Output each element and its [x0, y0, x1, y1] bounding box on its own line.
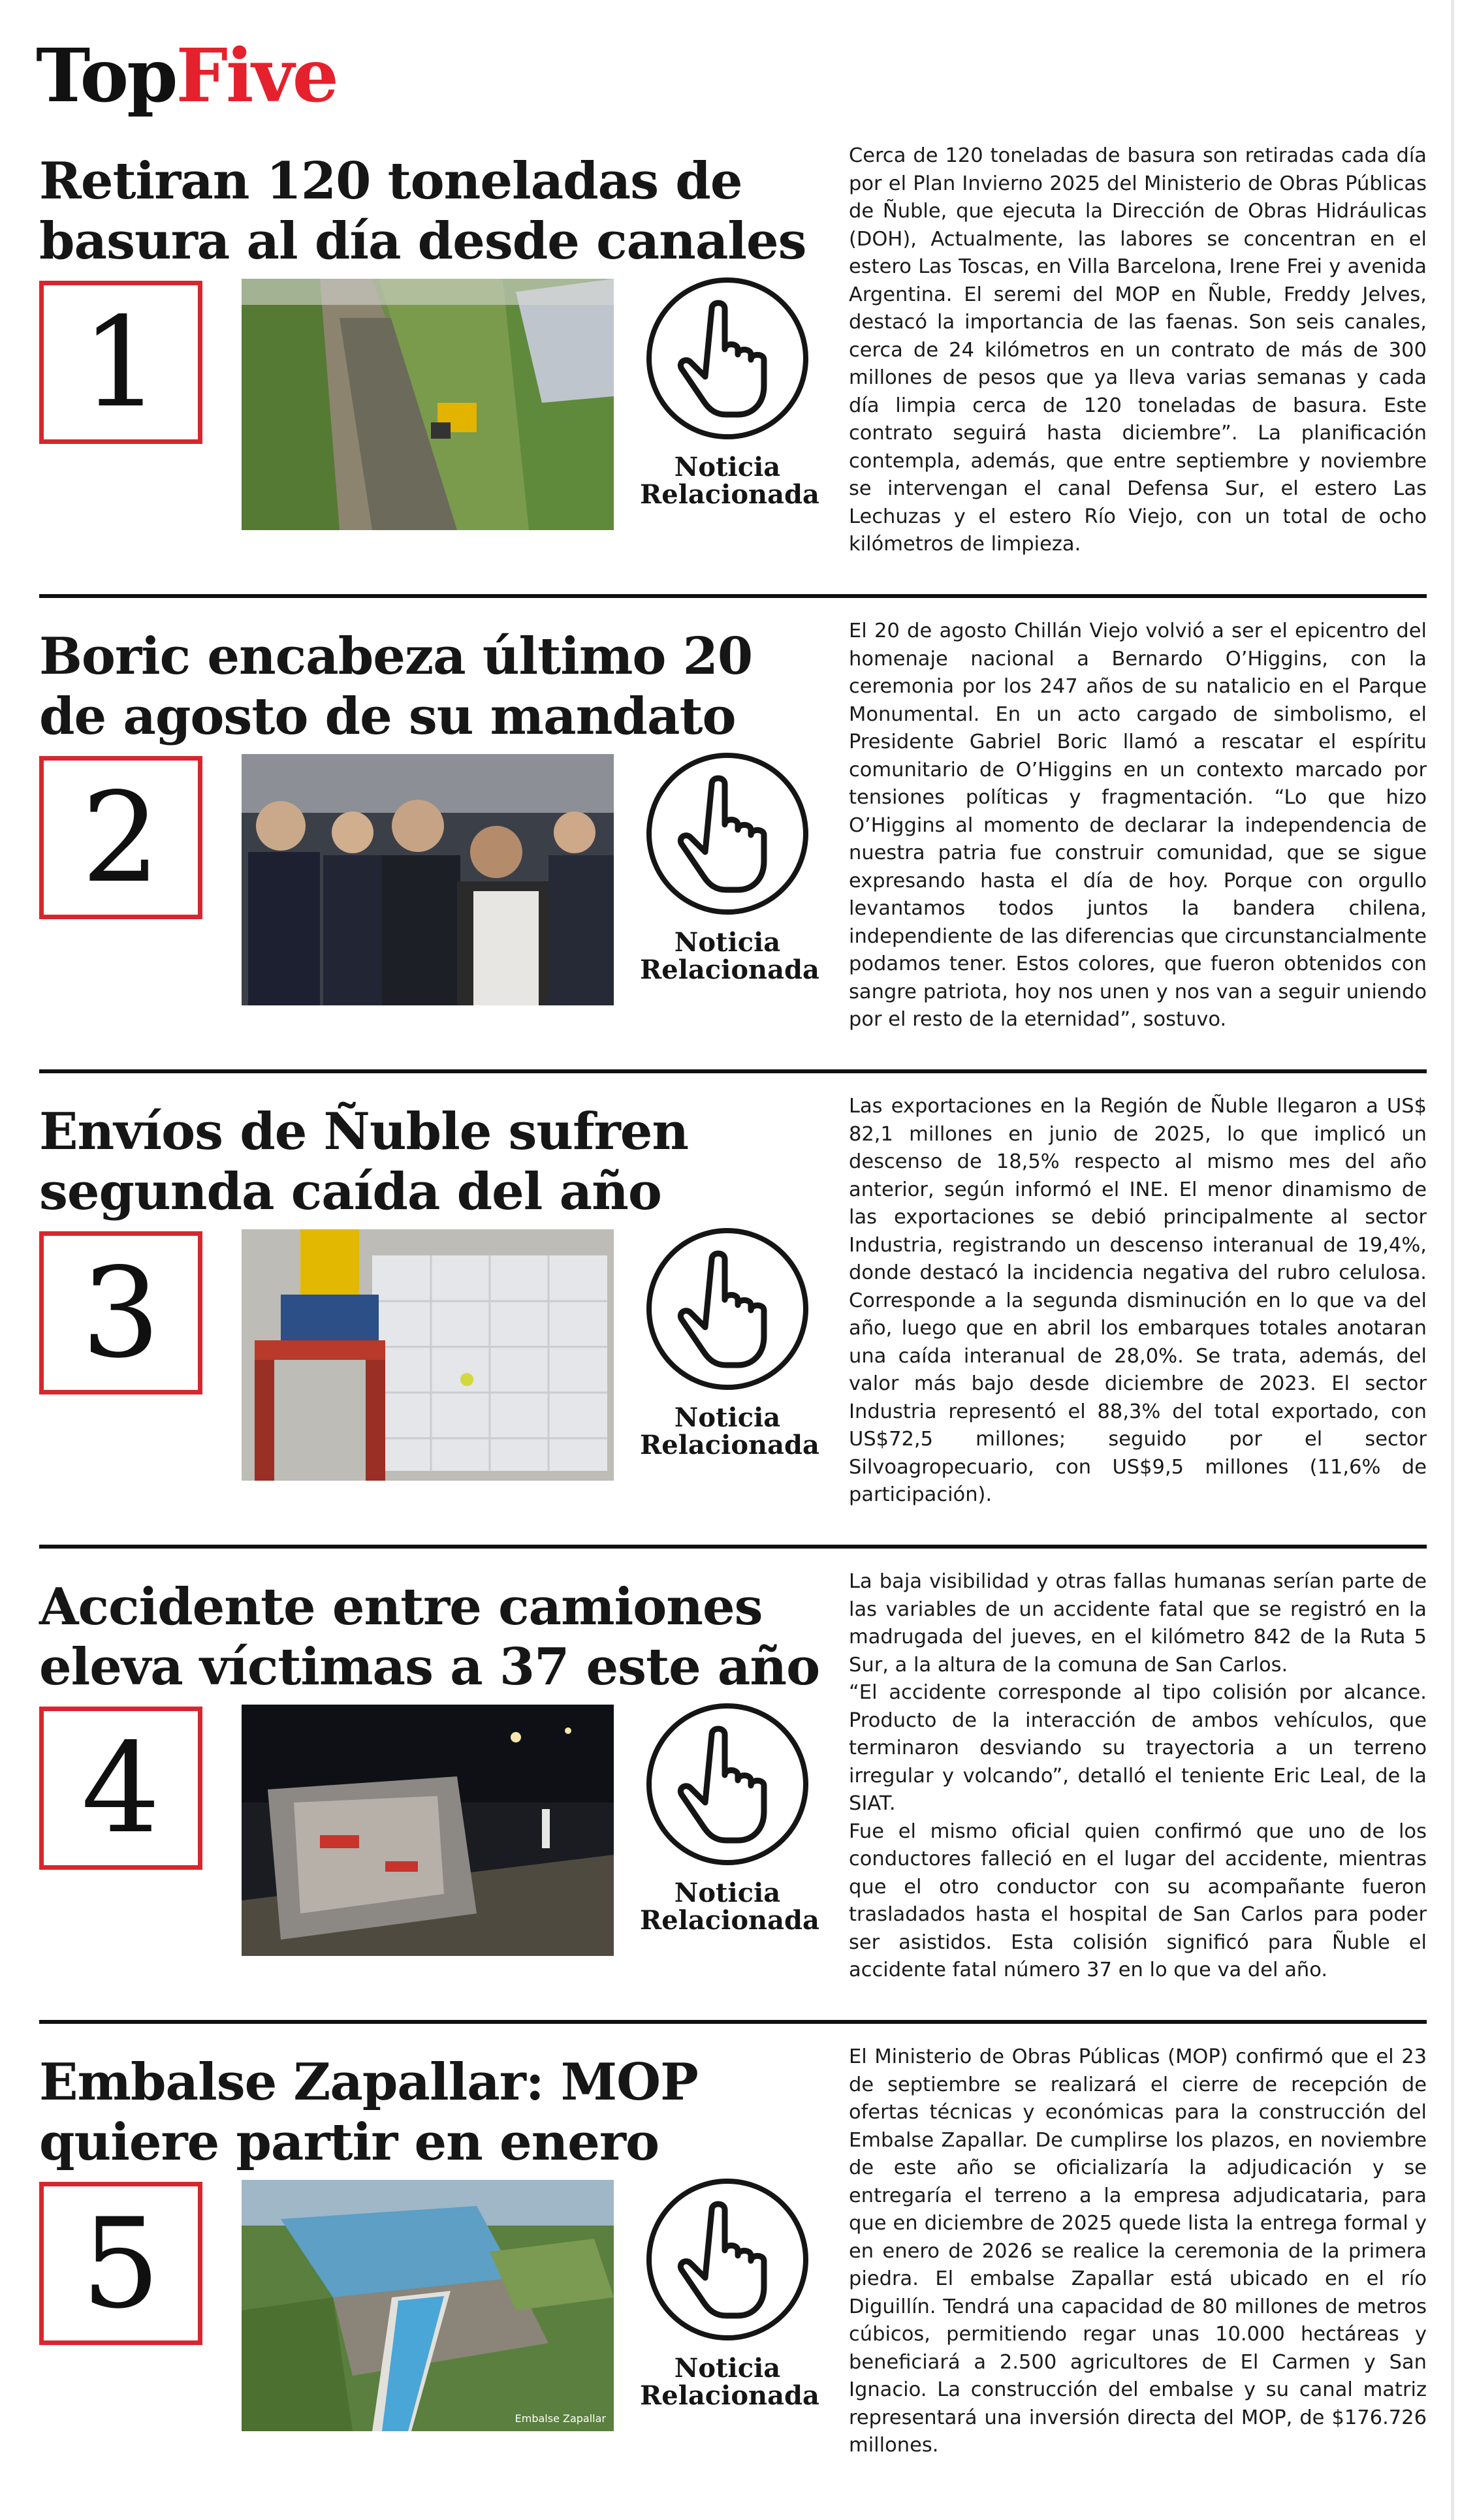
canal-excavator-photo[interactable]: [242, 279, 614, 530]
related-news-ring: [646, 1228, 808, 1390]
related-news-button[interactable]: [640, 2179, 819, 2453]
related-label-line-2: Relacionada: [640, 1430, 819, 1460]
related-news-label: [640, 2353, 819, 2411]
story-headline[interactable]: [39, 627, 833, 747]
story-3: [0, 1075, 1460, 1550]
body-paragraph: El Ministerio de Obras Públicas (MOP) confirmó que el 23 de septiembre se realizará el cierre de recepción de ofertas técnicas y económicas para la construcción del Embalse Zapallar. De cumplirse los plazos, en noviembre de este año se oficializaría la adjudicación y se entregaría el terreno a la empresa adjudicataria, para que en diciembre de 2025 quede lista la entrega formal y en enero de 2026 se realice la ceremonia de la primera piedra. El embalse Zapallar está ubicado en el río Diguillín. Tendrá una capacidad de 80 millones de metros cúbicos, permitiendo regar unas 10.000 hectáreas y beneficiará a 2.500 agricultores de El Carmen y San Ignacio. La construcción del embalse y su canal matriz representará una inversión directa del MOP, de $176.726 millones.: [849, 2045, 1427, 2457]
story-divider: [39, 1545, 1427, 1549]
story-body: [849, 142, 1427, 559]
headline-line-1: Boric encabeza último 20: [39, 627, 753, 686]
rank-badge: 1: [39, 281, 202, 444]
related-news-label: [640, 927, 819, 985]
headline-line-2: segunda caída del año: [39, 1162, 661, 1221]
rank-badge: 5: [39, 2182, 202, 2345]
body-paragraph: Fue el mismo oficial quien confirmó que uno de los conductores falleció en el lugar del accidente, mientras que el otro conductor con su acompañante fueron trasladados hasta el hospital de San Carlos para poder ser asistidos. Esta colisión significó para Ñuble el accidente fatal número 37 en lo que va del año.: [849, 1819, 1427, 1981]
headline-line-1: Retiran 120 toneladas de: [39, 151, 742, 211]
related-news-label: [640, 452, 819, 510]
story-2: [0, 599, 1460, 1075]
story-1: [0, 124, 1460, 599]
story-body: [849, 1093, 1427, 1509]
related-label-line-1: Noticia: [674, 452, 781, 482]
related-label-line-2: Relacionada: [640, 954, 819, 985]
story-headline[interactable]: [39, 151, 833, 272]
body-paragraph: Cerca de 120 toneladas de basura son retiradas cada día por el Plan Invierno 2025 del Ministerio de Obras Públicas de Ñuble, que ejecuta la Dirección de Obras Hidráulicas (DOH), Actualmente, las labores se concentran en el estero Las Toscas, en Villa Barcelona, Irene Frei y avenida Argentina. El seremi del MOP en Ñuble, Freddy Jelves, destacó la importancia de las faenas. Son seis canales, cerca de 24 kilómetros en un contrato de más de 300 millones de pesos que ya lleva varias semanas y cada día limpia cerca de 120 toneladas de basura. Este contrato seguirá hasta diciembre”. La planificación contempla, además, que entre septiembre y noviembre se intervengan el canal Defensa Sur, el estero Las Lechuzas y el estero Río Viejo, con un total de ocho kilómetros de limpieza.: [849, 144, 1427, 556]
headline-line-2: quiere partir en enero: [39, 2113, 659, 2172]
headline-line-2: basura al día desde canales: [39, 212, 806, 271]
story-5: [0, 2025, 1460, 2500]
story-body: [849, 618, 1427, 1034]
related-news-label: [640, 1878, 819, 1936]
rank-badge: 4: [39, 1707, 202, 1870]
body-paragraph: La baja visibilidad y otras fallas humanas serían parte de las variables de un accidente fatal que se registró en la madrugada del jueves, en el kilómetro 842 de la Ruta 5 Sur, a la altura de la comuna de San Carlos.: [849, 1570, 1427, 1677]
headline-line-1: Accidente entre camiones: [39, 1577, 763, 1637]
headline-line-2: de agosto de su mandato: [39, 687, 736, 746]
rank-badge: 2: [39, 756, 202, 919]
story-headline[interactable]: [39, 2053, 833, 2173]
body-paragraph: “El accidente corresponde al tipo colisión por alcance. Producto de la interacción de ambos vehículos, que terminaron desviando su trayectoria a un terreno irregular y volcando”, detalló el teniente Eric Leal, de la SIAT.: [849, 1681, 1427, 1815]
masthead-logo: [36, 27, 337, 125]
related-news-ring: [646, 2179, 808, 2340]
related-news-button[interactable]: [640, 1703, 819, 1977]
pointing-hand-icon: [671, 297, 782, 421]
story-divider: [39, 1069, 1427, 1073]
related-label-line-1: Noticia: [674, 2353, 781, 2384]
masthead-word-five: Five: [176, 33, 337, 119]
ceremony-crowd-photo[interactable]: [242, 754, 614, 1005]
masthead-word-top: Top: [36, 33, 176, 119]
related-label-line-2: Relacionada: [640, 479, 819, 510]
related-label-line-1: Noticia: [674, 1878, 781, 1908]
pointing-hand-icon: [671, 1248, 782, 1372]
body-paragraph: El 20 de agosto Chillán Viejo volvió a ser el epicentro del homenaje nacional a Bernardo O’Higgins, con la ceremonia por los 247 años de su natalicio en el Parque Monumental. En un acto cargado de simbolismo, el Presidente Gabriel Boric llamó a rescatar el espíritu comunitario de O’Higgins en un contexto marcado por tensiones políticas y fragmentación. “Lo que hizo O’Higgins al momento de declarar la independencia de nuestra patria fue construir comunidad, que se sigue expresando hasta el día de hoy. Porque con orgullo levantamos todos juntos la bandera chilena, independiente de las diferencias que circunstancialmente podamos tener. Estos colores, que fueron obtenidos con sangre patriota, hoy nos unen y nos van a seguir uniendo por el resto de la eternidad”, sostuvo.: [849, 620, 1427, 1031]
related-news-label: [640, 1402, 819, 1460]
story-headline[interactable]: [39, 1102, 833, 1222]
pointing-hand-icon: [671, 1723, 782, 1847]
related-label-line-2: Relacionada: [640, 1905, 819, 1936]
related-news-ring: [646, 277, 808, 439]
story-body: [849, 2043, 1427, 2460]
headline-line-1: Embalse Zapallar: MOP: [39, 2053, 698, 2112]
related-label-line-1: Noticia: [674, 927, 781, 958]
related-news-button[interactable]: [640, 1228, 819, 1502]
story-body: [849, 1568, 1427, 1985]
story-4: [0, 1550, 1460, 2025]
headline-line-1: Envíos de Ñuble sufren: [39, 1102, 689, 1161]
story-divider: [39, 594, 1427, 598]
related-news-ring: [646, 1703, 808, 1865]
pointing-hand-icon: [671, 772, 782, 896]
reservoir-render-photo[interactable]: [242, 2180, 614, 2431]
related-news-ring: [646, 753, 808, 915]
related-news-button[interactable]: [640, 753, 819, 1027]
truck-crash-photo[interactable]: [242, 1705, 614, 1956]
forklift-warehouse-photo[interactable]: [242, 1229, 614, 1481]
body-paragraph: Las exportaciones en la Región de Ñuble llegaron a US$ 82,1 millones en junio de 2025, lo que implicó un descenso de 18,5% respecto al mismo mes del año anterior, según informó el INE. El menor dinamismo de las exportaciones se debió principalmente al sector Industria, registrando un descenso interanual de 19,4%, donde destacó la incidencia negativa del rubro celulosa. Corresponde a la segunda disminución en lo que va del año, luego que en abril los embarques totales anotaran una caída interanual de 28,0%. Se trata, además, del valor más bajo desde diciembre de 2023. El sector Industria representó el 88,3% del total exportado, con US$72,5 millones; seguido por el sector Silvoagropecuario, con US$9,5 millones (11,6% de participación).: [849, 1095, 1427, 1506]
related-news-button[interactable]: [640, 277, 819, 552]
story-divider: [39, 2020, 1427, 2024]
pointing-hand-icon: [671, 2198, 782, 2322]
related-label-line-1: Noticia: [674, 1402, 781, 1433]
related-label-line-2: Relacionada: [640, 2380, 819, 2411]
story-headline[interactable]: [39, 1577, 833, 1697]
photo-caption: Embalse Zapallar: [515, 2412, 606, 2425]
headline-line-2: eleva víctimas a 37 este año: [39, 1637, 820, 1697]
rank-badge: 3: [39, 1231, 202, 1394]
